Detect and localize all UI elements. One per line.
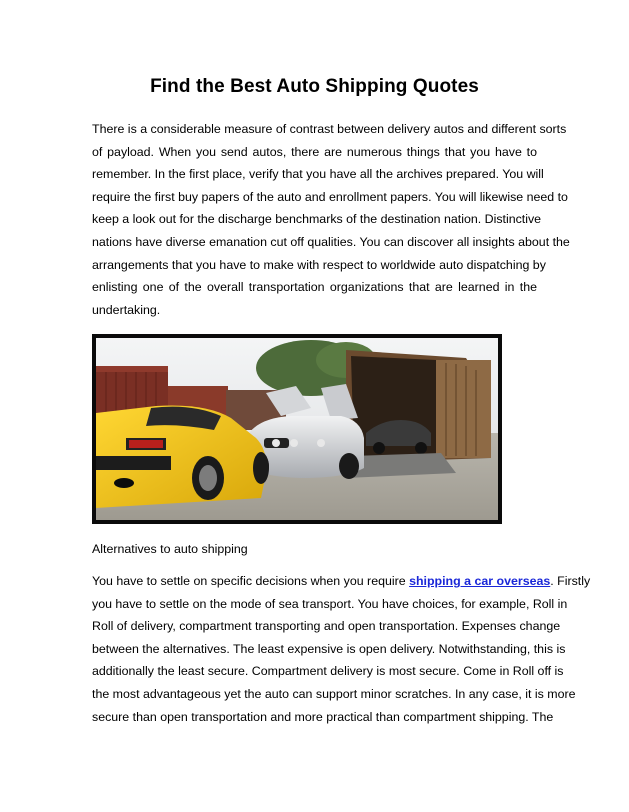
paragraph-line: additionally the least secure. Compartment delivery is most secure. Come in Roll off is bbox=[92, 664, 564, 679]
paragraph-line: between the alternatives. The least expensive is open delivery. Notwithstanding, this is bbox=[92, 641, 566, 656]
paragraph-line: remember. In the first place, verify that you have all the archives prepared. You will bbox=[92, 167, 544, 182]
document-title: Find the Best Auto Shipping Quotes bbox=[150, 76, 479, 97]
paragraph-line: of payload. When you send autos, there are numerous things that you have to bbox=[92, 144, 537, 159]
car-transport-illustration bbox=[96, 338, 498, 520]
line-text: You have to settle on specific decisions when you require bbox=[92, 574, 410, 588]
paragraph-line: undertaking. bbox=[92, 302, 161, 317]
paragraph-line: keep a look out for the discharge benchmarks of the destination nation. Distinctive bbox=[92, 212, 542, 227]
car-transport-photo bbox=[92, 334, 502, 524]
tail-light bbox=[129, 440, 163, 448]
line-text: . Firstly bbox=[550, 574, 591, 588]
paragraph-line: the most advantageous yet the auto can support minor scratches. In any case, it is more bbox=[92, 686, 576, 701]
alternatives-paragraph bbox=[92, 570, 591, 728]
paragraph-line: arrangements that you have to make with respect to worldwide auto dispatching by bbox=[92, 257, 546, 272]
section-heading: Alternatives to auto shipping bbox=[92, 542, 248, 556]
paragraph-line: enlisting one of the overall transportation organizations that are learned in the bbox=[92, 280, 537, 295]
paragraph-line: There is a considerable measure of contrast between delivery autos and different sorts bbox=[92, 122, 567, 136]
intro-paragraph bbox=[92, 118, 570, 321]
paragraph-line: Roll of delivery, compartment transporting and open transportation. Expenses change bbox=[92, 619, 561, 634]
paragraph-line bbox=[92, 570, 591, 593]
paragraph-line: secure than open transportation and more practical than compartment shipping. The bbox=[92, 709, 554, 724]
paragraph-line: require the first buy papers of the auto and enrollment papers. You will likewise need to bbox=[92, 189, 568, 204]
wheel bbox=[253, 452, 269, 484]
paragraph-line: you have to settle on the mode of sea transport. You have choices, for example, Roll in bbox=[92, 596, 568, 611]
shipping-car-overseas-link[interactable]: shipping a car overseas bbox=[409, 574, 551, 588]
paragraph-line: nations have diverse emanation cut off qualities. You can discover all insights about the bbox=[92, 234, 570, 249]
